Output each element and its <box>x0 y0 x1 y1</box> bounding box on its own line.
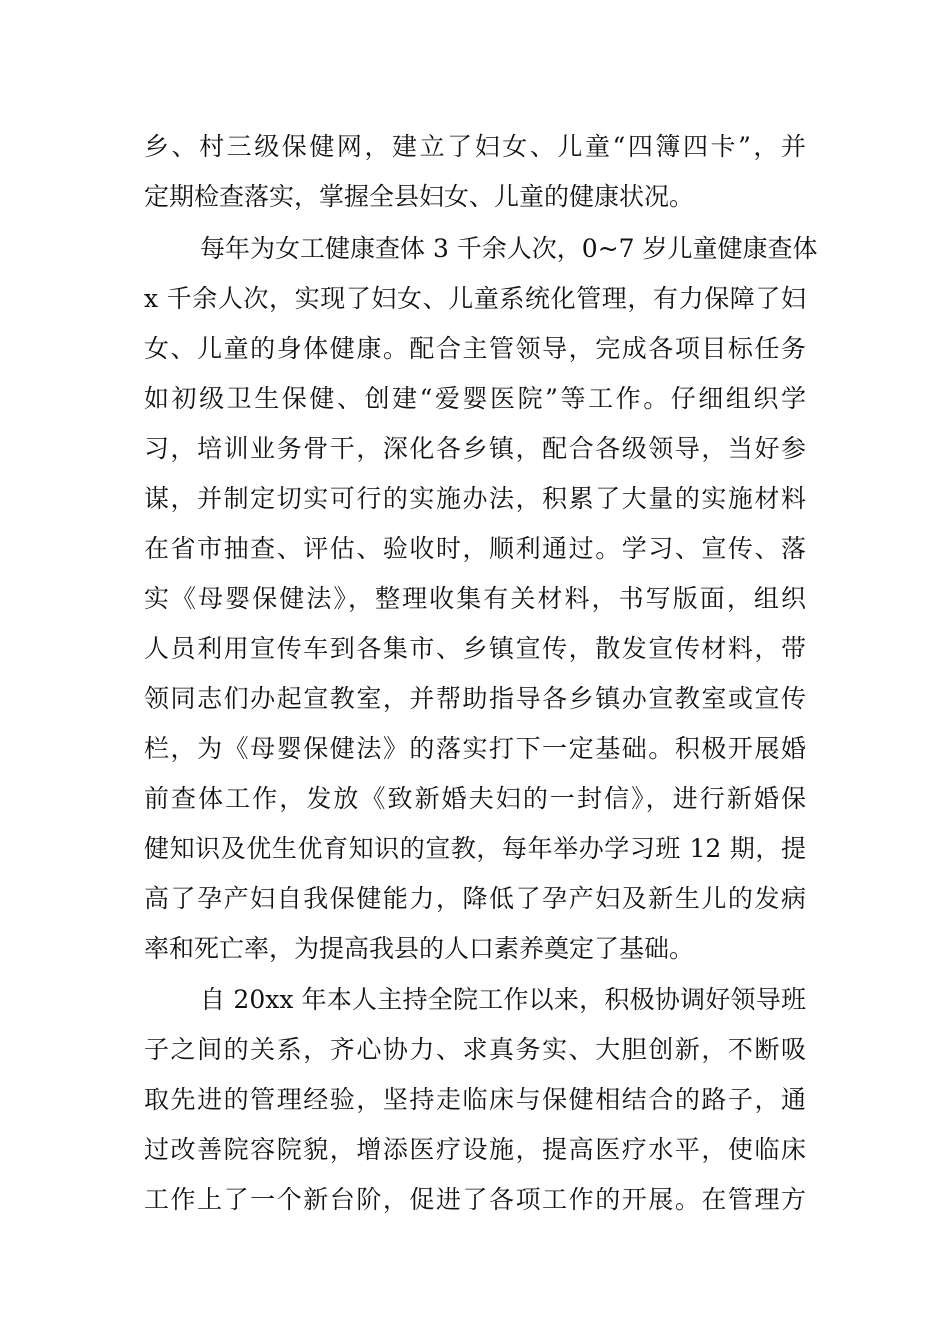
text-line: 如初级卫生保健、创建“爱婴医院”等工作。仔细组织学 <box>144 384 806 413</box>
text-line: 每年为女工健康查体 3 千余人次，0~7 岁儿童健康查体 <box>200 234 818 263</box>
text-line: 自 20xx 年本人主持全院工作以来，积极协调好领导班 <box>200 985 806 1014</box>
text-line: 子之间的关系，齐心协力、求真务实、大胆创新，不断吸 <box>144 1035 806 1064</box>
text-line: 前查体工作，发放《致新婚夫妇的一封信》，进行新婚保 <box>144 784 806 813</box>
text-line: 健知识及优生优育知识的宣教，每年举办学习班 12 期，提 <box>144 834 806 863</box>
text-line: 女、儿童的身体健康。配合主管领导，完成各项目标任务 <box>144 334 806 363</box>
text-line: 人员利用宣传车到各集市、乡镇宣传，散发宣传材料，带 <box>144 634 806 663</box>
text-line: 定期检查落实，掌握全县妇女、儿童的健康状况。 <box>144 182 695 211</box>
text-line: 领同志们办起宣教室，并帮助指导各乡镇办宣教室或宣传 <box>144 684 806 713</box>
text-line: 谋，并制定切实可行的实施办法，积累了大量的实施材料 <box>144 484 806 513</box>
text-line: 在省市抽查、评估、验收时，顺利通过。学习、宣传、落 <box>144 534 806 563</box>
text-line: 实《母婴保健法》，整理收集有关材料，书写版面，组织 <box>144 584 806 613</box>
text-line: 栏，为《母婴保健法》的落实打下一定基础。积极开展婚 <box>144 734 806 763</box>
text-line: 工作上了一个新台阶，促进了各项工作的开展。在管理方 <box>144 1185 806 1214</box>
text-line: 习，培训业务骨干，深化各乡镇，配合各级领导，当好参 <box>144 434 806 463</box>
text-line: 取先进的管理经验，坚持走临床与保健相结合的路子，通 <box>144 1085 806 1114</box>
text-line: 率和死亡率，为提高我县的人口素养奠定了基础。 <box>144 934 695 963</box>
text-line: 乡、村三级保健网，建立了妇女、儿童“四簿四卡”，并 <box>144 132 806 161</box>
text-line: 过改善院容院貌，增添医疗设施，提高医疗水平，使临床 <box>144 1135 806 1164</box>
text-line: 高了孕产妇自我保健能力，降低了孕产妇及新生儿的发病 <box>144 884 806 913</box>
text-line: x 千余人次，实现了妇女、儿童系统化管理，有力保障了妇 <box>144 284 806 313</box>
